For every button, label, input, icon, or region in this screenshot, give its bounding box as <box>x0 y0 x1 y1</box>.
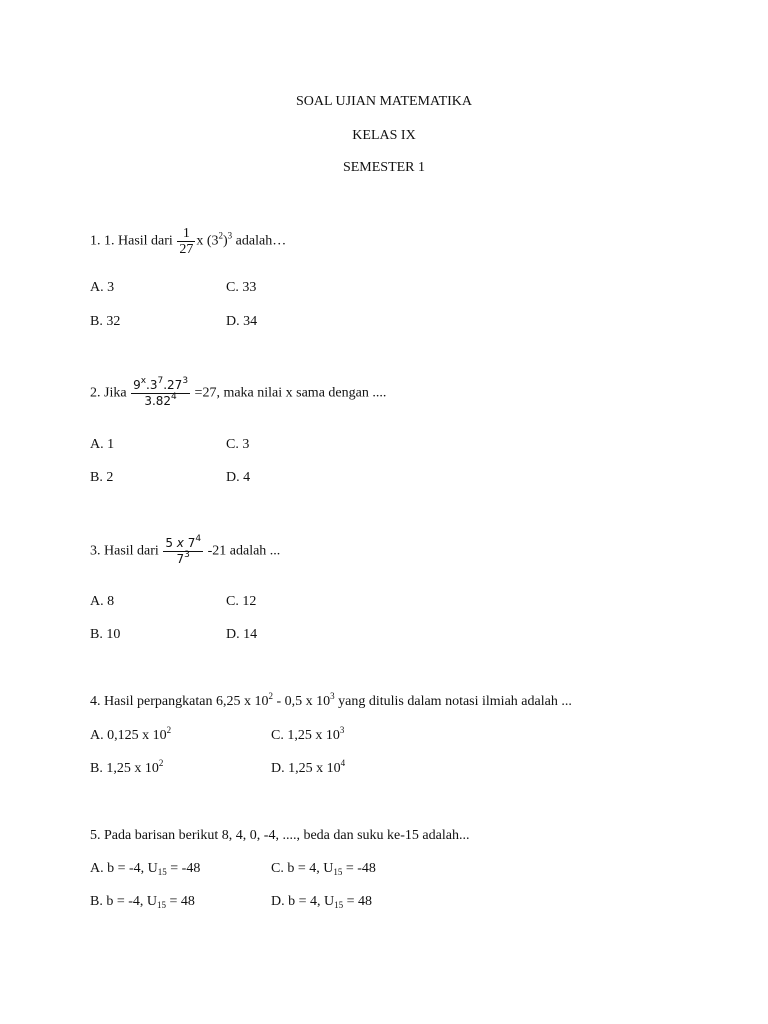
q5-option-a <box>90 861 200 877</box>
question-3-prefix: 3. Hasil dari <box>90 543 159 559</box>
document-class: KELAS IX <box>352 128 416 143</box>
question-2-fraction <box>131 378 190 409</box>
q1-option-d: D. 34 <box>226 314 258 329</box>
document-semester: SEMESTER 1 <box>342 160 426 175</box>
exponent: 3 <box>339 725 345 735</box>
exponent: 3 <box>330 691 335 701</box>
q3-option-c: C. 12 <box>226 594 257 609</box>
q3-option-b: B. 10 <box>90 627 121 642</box>
q3-option-a: A. 8 <box>90 594 115 609</box>
exponent: 2 <box>166 725 172 735</box>
question-4-middle: - 0,5 x 10 <box>272 694 331 709</box>
q1-option-b: B. 32 <box>90 314 121 329</box>
question-1-expr: x (3 <box>196 233 219 249</box>
question-1-fraction <box>177 226 195 257</box>
document-title: SOAL UJIAN MATEMATIKA <box>295 94 473 109</box>
q2-option-b: B. 2 <box>90 470 114 485</box>
option-text: B. b = -4, U <box>90 894 158 909</box>
exponent: 4 <box>340 758 346 768</box>
fraction-denominator <box>131 394 190 409</box>
exponent: 3 <box>227 230 233 241</box>
exponent: 4 <box>171 392 177 402</box>
option-text: A. b = -4, U <box>90 861 158 876</box>
fraction-denominator: 27 <box>179 242 194 257</box>
q4-option-a <box>90 725 172 744</box>
base: 9 <box>133 378 141 392</box>
q4-option-c <box>271 725 345 744</box>
term: .27 <box>163 378 183 392</box>
question-3-suffix: -21 adalah ... <box>207 543 281 559</box>
subscript: 15 <box>334 900 344 910</box>
exponent: 2 <box>218 230 223 241</box>
question-2 <box>90 378 386 409</box>
question-1 <box>90 226 286 257</box>
exponent: 4 <box>195 534 202 544</box>
option-text: D. b = 4, U <box>271 894 335 909</box>
exponent: 3 <box>182 376 189 386</box>
question-3-fraction <box>163 536 203 567</box>
exponent: 2 <box>158 758 164 768</box>
question-2-prefix: 2. Jika <box>90 385 127 401</box>
question-2-suffix: =27, maka nilai x sama dengan .... <box>194 385 387 401</box>
fraction-numerator <box>131 378 190 394</box>
q2-option-d: D. 4 <box>226 470 251 485</box>
q1-option-a: A. 3 <box>90 280 115 295</box>
q2-option-a: A. 1 <box>90 437 115 452</box>
fraction-numerator: 1 <box>177 226 195 242</box>
option-text: A. 0,125 x 10 <box>90 728 167 743</box>
q5-option-c <box>271 861 376 877</box>
base: 7 <box>176 552 185 566</box>
q1-option-c: C. 33 <box>226 280 257 295</box>
term: .3 <box>146 378 158 392</box>
subscript: 15 <box>157 900 167 910</box>
question-4-prefix: 4. Hasil perpangkatan 6,25 x 10 <box>90 694 269 709</box>
question-5: 5. Pada barisan berikut 8, 4, 0, -4, ...., beda dan suku ke-15 adalah... <box>90 828 470 843</box>
question-1-suffix: adalah… <box>232 233 287 249</box>
q4-option-d <box>271 758 346 777</box>
option-text: = -48 <box>166 861 201 876</box>
fraction-denominator <box>163 552 203 567</box>
option-text: B. 1,25 x 10 <box>90 761 159 776</box>
base: 7 <box>187 536 196 550</box>
exponent: x <box>140 376 147 386</box>
question-4 <box>90 691 572 710</box>
subscript: 15 <box>157 867 167 877</box>
base: 5 <box>165 536 173 550</box>
option-text: D. 1,25 x 10 <box>271 761 341 776</box>
exponent: 7 <box>157 376 164 386</box>
option-text: C. 1,25 x 10 <box>271 728 340 743</box>
exponent: 2 <box>268 691 273 701</box>
question-3 <box>90 536 280 567</box>
base: 3.82 <box>144 394 172 408</box>
exponent: 3 <box>184 550 190 560</box>
option-text: = -48 <box>342 861 376 876</box>
q2-option-c: C. 3 <box>226 437 250 452</box>
option-text: = 48 <box>343 894 373 909</box>
option-text: C. b = 4, U <box>271 861 334 876</box>
q5-option-d <box>271 894 372 910</box>
question-4-suffix: yang ditulis dalam notasi ilmiah adalah ... <box>334 694 572 709</box>
q3-option-d: D. 14 <box>226 627 258 642</box>
times-x: x <box>176 536 184 550</box>
option-text: = 48 <box>166 894 195 909</box>
q4-option-b <box>90 758 164 777</box>
question-1-prefix: 1. 1. Hasil dari <box>90 233 173 249</box>
q5-option-b <box>90 894 195 910</box>
subscript: 15 <box>333 867 343 877</box>
close-paren: ) <box>223 233 228 249</box>
